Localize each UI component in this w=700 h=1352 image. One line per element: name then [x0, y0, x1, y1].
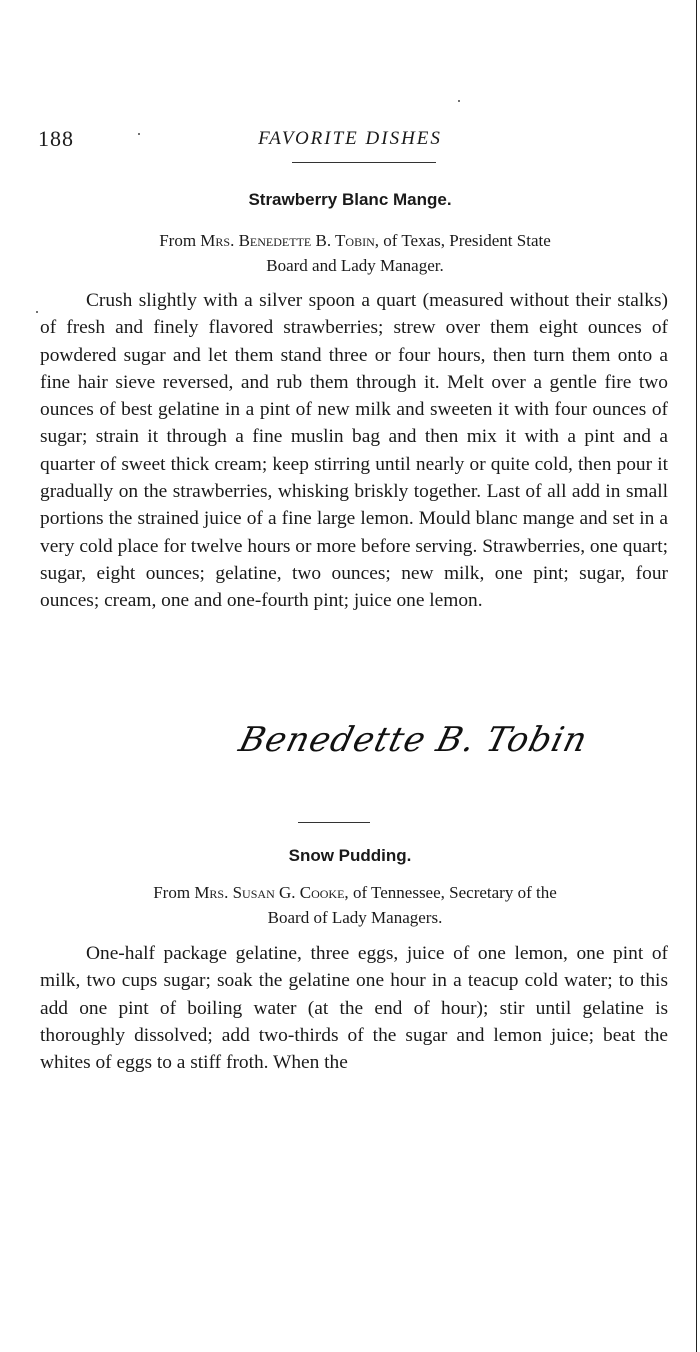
print-speck	[458, 100, 460, 102]
print-speck	[36, 311, 38, 313]
attribution-line: Board and Lady Manager.	[266, 256, 444, 275]
attribution-role: of Texas, President State	[383, 231, 551, 250]
recipe-body: One-half package gelatine, three eggs, juice of one lemon, one pint of milk, two cups sugar; soak the gelatine one hour in a teacup cold water; to this add one pint of boiling water (at the end of hour); stir until gelatine is thoroughly dissolved; add two-thirds of the sugar and lemon juice; beat the whites of eggs to a stiff froth. When the	[40, 943, 668, 1074]
attribution-prefix: From	[153, 883, 191, 902]
recipe-body: Crush slightly with a silver spoon a quart (measured without their stalks) of fresh and finely flavored strawberries; strew over them eight ounces of powdered sugar and let them stand three or four hours, then turn them onto a fine hair sieve reversed, and rub them through it. Melt over a gentle fire two ounces of best gelatine in a pint of new milk and sweeten it with four ounces of sugar; strain it through a fine muslin bag and then mix it with a pint and a quarter of sweet thick cream; keep stirring until nearly or quite cold, then pour it gradually on the strawberries, whisking briskly together. Last of all add in small portions the strained juice of a fine large lemon. Mould blanc mange and set in a very cold place for twelve hours or more before serving. Strawberries, one quart; sugar, eight ounces; gelatine, two ounces; new milk, one pint; sugar, four ounces; cream, one and one-fourth pint; juice one lemon.	[40, 290, 668, 612]
recipe-attribution	[40, 880, 670, 930]
contributor-name: Mrs. Benedette B. Tobin,	[200, 231, 379, 250]
attribution-role: of Tennessee, Secretary of the	[352, 883, 557, 902]
attribution-line: Board of Lady Managers.	[267, 908, 443, 927]
attribution-prefix: From	[159, 231, 197, 250]
page-number: 188	[38, 126, 74, 151]
attribution-line	[40, 880, 670, 905]
signature-text: Benedette B. Tobin	[235, 720, 592, 760]
handwritten-signature	[235, 720, 670, 780]
print-speck	[138, 133, 140, 135]
attribution-line	[40, 228, 670, 253]
recipe-attribution	[40, 228, 670, 278]
contributor-name: Mrs. Susan G. Cooke,	[194, 883, 349, 902]
section-divider	[298, 822, 370, 823]
running-head: FAVORITE DISHES	[258, 128, 442, 149]
recipe-title: Strawberry Blanc Mange.	[248, 190, 452, 209]
header-rule	[292, 162, 436, 163]
recipe-title: Snow Pudding.	[288, 846, 412, 865]
